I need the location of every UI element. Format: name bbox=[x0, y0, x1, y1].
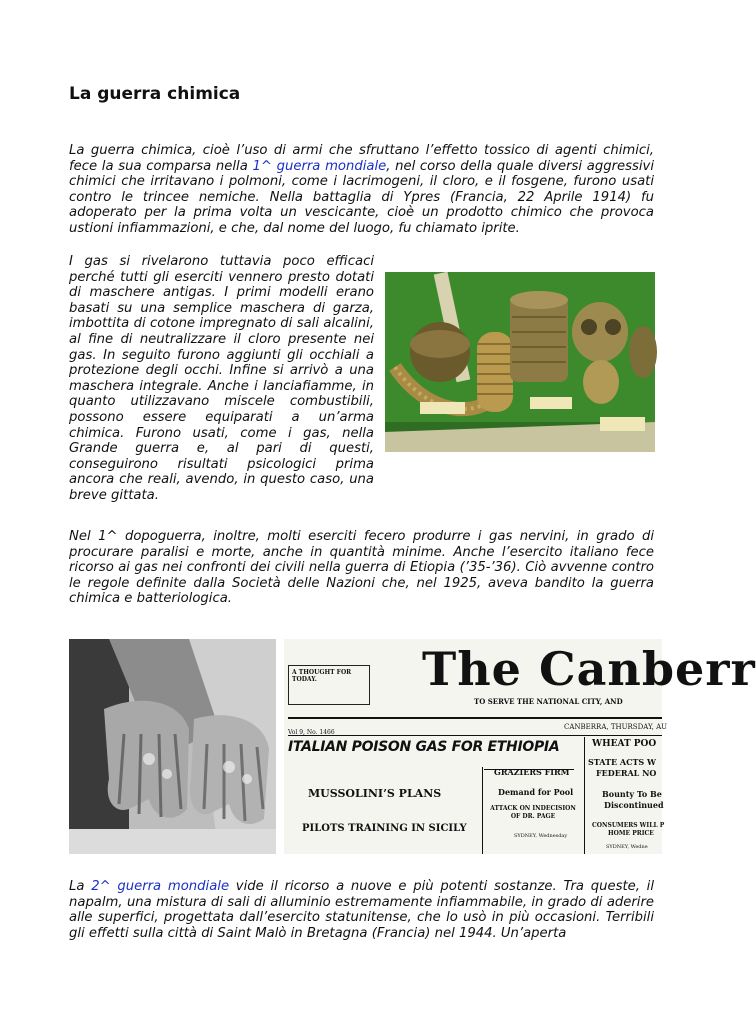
newspaper-headline: ITALIAN POISON GAS FOR ETHIOPIA bbox=[288, 739, 560, 755]
injured-hands-illustration bbox=[69, 639, 276, 854]
newspaper-col2-sub2: FEDERAL NO bbox=[596, 768, 657, 778]
gas-masks-illustration bbox=[385, 272, 655, 452]
newspaper-col2-sub3: Bounty To Be bbox=[602, 789, 662, 799]
newspaper-note-title: A THOUGHT FOR TODAY. bbox=[292, 669, 352, 683]
paragraph-gas-masks: I gas si rivelarono tuttavia poco efficaci perché tutti gli eserciti vennero presto dotati di maschere antigas. I primi modelli erano basati su una semplice maschera di garza, imbottita di cotone impregnato di sali alcalini, al fine di neutralizzare il cloro presente nei gas. In seguito furono aggiunti gli occhiali a protezione degli occhi. Infine si arrivò a una maschera integrale. Anche i lanciafiamme, in quanto utilizzavano miscele combustibili, possono essere equiparati a un’arma chimica. Furono usati, come i gas, nella Grande guerra e, al pari di questi, conseguirono risultati psicologici prima ancora che reali, avendo, in questo caso, una breve gittata. bbox=[69, 254, 374, 503]
newspaper-sub-pilots: PILOTS TRAINING IN SICILY bbox=[302, 823, 467, 834]
newspaper-clipping-photo bbox=[284, 639, 756, 854]
newspaper-col-divider bbox=[482, 767, 483, 854]
newspaper-masthead: The Canberr bbox=[422, 642, 756, 696]
paragraph-second-war-text-2: vide il ricorso a nuove e più potenti sostanze. Tra queste, il napalm, una mistura di sali di alluminio estremamente infiammabile, in grado di aderire alle superfici, progettata dall’esercito statunitense, che lo usò in più occasioni. Terribili gli effetti sulla città di Saint Malò in Bretagna (Francia) nel 1944. Un’aperta bbox=[69, 879, 654, 941]
page-title: La guerra chimica bbox=[69, 84, 241, 104]
newspaper-col1-sub2: ATTACK ON INDECISION OF DR. PAGE bbox=[490, 805, 576, 820]
newspaper-col1-place: SYDNEY, Wednesday bbox=[514, 833, 568, 839]
paragraph-postwar: Nel 1^ dopoguerra, inoltre, molti eserciti fecero produrre i gas nervini, in grado di procurare paralisi e morte, anche in quantità minime. Anche l’esercito italiano fece ricorso ai gas nei confronti dei civili nella guerra di Etiopia (’35-’36). Ciò avvenne contro le regole definite dalla Società delle Nazioni che, nel 1925, aveva bandito la guerra chimica e batteriologica. bbox=[69, 529, 654, 607]
link-first-world-war[interactable]: 1^ guerra mondiale bbox=[252, 158, 387, 174]
newspaper-col2-sub5: CONSUMERS WILL P bbox=[592, 822, 665, 829]
link-second-world-war[interactable]: 2^ guerra mondiale bbox=[91, 879, 230, 894]
newspaper-col2-sub4: Discontinued bbox=[604, 800, 664, 810]
newspaper-col1-sub: Demand for Pool bbox=[498, 787, 574, 797]
gas-masks-photo bbox=[385, 272, 655, 452]
paragraph-intro bbox=[69, 143, 654, 237]
newspaper-col2-head: WHEAT POO bbox=[592, 739, 657, 749]
paragraph-second-war-text: La bbox=[69, 879, 92, 894]
paragraph-second-war bbox=[69, 879, 654, 941]
newspaper-col2-sub: STATE ACTS W bbox=[588, 757, 656, 767]
newspaper-note-box bbox=[288, 665, 370, 705]
newspaper-dateline: CANBERRA, THURSDAY, AU bbox=[564, 723, 668, 731]
newspaper-volume: Vol 9, No. 1466 bbox=[288, 729, 335, 736]
newspaper-tagline: TO SERVE THE NATIONAL CITY, AND bbox=[474, 697, 623, 706]
injured-hands-photo bbox=[69, 639, 276, 854]
paragraph-intro-text-2: , nel corso della quale diversi aggressivi chimici che irritavano i polmoni, come i lacrimogeni, il cloro, e il fosgene, furono usati contro le trincee nemiche. Nella battaglia di Ypres (Francia, 22 Aprile 1914) fu adoperato per la prima volta un vescicante, cioè un prodotto chimico che provoca ustioni infiammazioni, e che, dal nome del luogo, fu chiamato iprite. bbox=[69, 158, 654, 236]
newspaper-col-divider-2 bbox=[584, 737, 585, 854]
newspaper-rule-2 bbox=[288, 735, 662, 736]
paragraph-intro-text: La guerra chimica, cioè l’uso di armi che sfruttano l’effetto tossico di agenti chimici, fece la sua comparsa nella bbox=[69, 143, 654, 174]
newspaper-col1-head: GRAZIERS FIRM bbox=[494, 767, 570, 777]
newspaper-col2-sub6: HOME PRICE bbox=[608, 830, 654, 837]
newspaper-rule bbox=[288, 717, 662, 719]
newspaper-sub-mussolini: MUSSOLINI’S PLANS bbox=[308, 787, 442, 800]
newspaper-col2-place: SYDNEY, Wedne bbox=[606, 844, 648, 850]
